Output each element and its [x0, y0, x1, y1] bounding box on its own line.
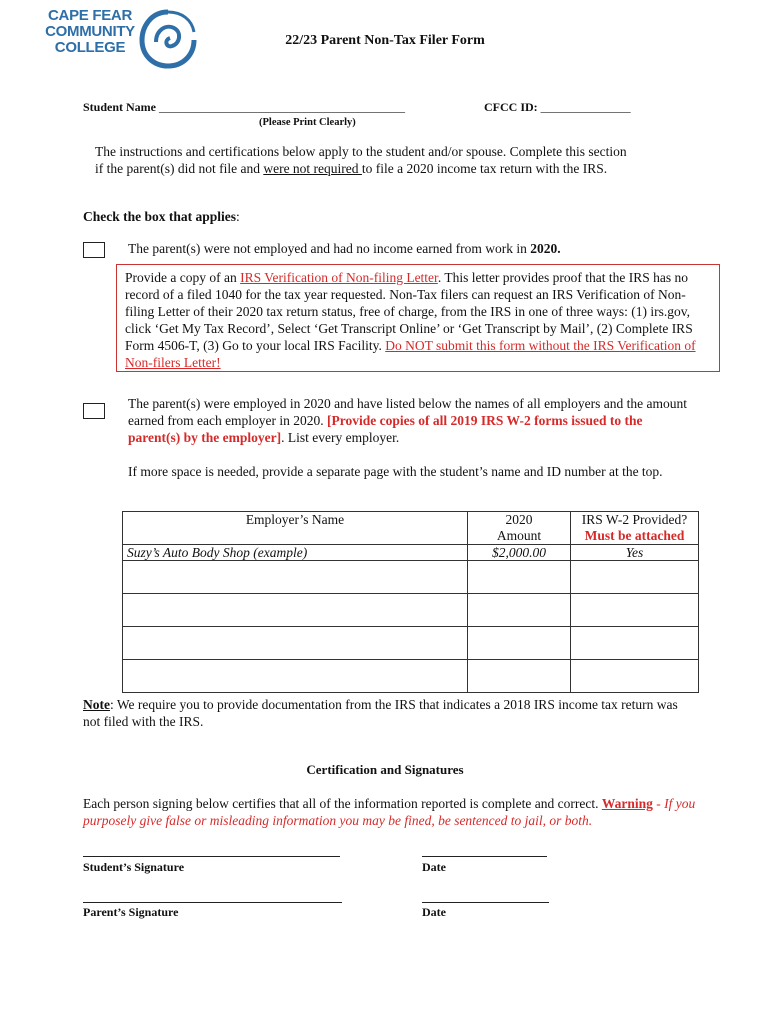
redbox-warning: Do NOT submit this form without the IRS Verification of Non-filers Letter! [125, 338, 696, 370]
option-not-employed-label [128, 240, 561, 257]
option2-tail: . List every employer. [281, 430, 400, 445]
student-name-field[interactable]: _________________________________________ [159, 100, 406, 114]
certification-paragraph [83, 795, 698, 829]
more-space-note: If more space is needed, provide a separate page with the student’s name and ID number at the top. [128, 464, 663, 479]
w2-cell[interactable] [571, 594, 699, 627]
employer-table [122, 511, 699, 693]
example-employer: Suzy’s Auto Body Shop (example) [123, 545, 468, 561]
w2-cell[interactable] [571, 561, 699, 594]
option1-text: The parent(s) were not employed and had no income earned from work in [128, 241, 531, 256]
example-amount: $2,000.00 [468, 545, 571, 561]
note-paragraph [83, 696, 693, 730]
cert-text: Each person signing below certifies that all of the information reported is complete and correct. [83, 796, 602, 811]
header-amount [468, 512, 571, 545]
table-row-example [123, 545, 699, 561]
cfcc-id-label: CFCC ID: [484, 100, 538, 114]
option2-text: The parent(s) were employed in 2020 and have listed below the names of all employers and the amount earned from each employer in 2020. [128, 396, 687, 428]
header-w2-must-attach: Must be attached [584, 528, 685, 543]
table-row [123, 594, 699, 627]
option-employed-checkbox[interactable] [83, 403, 105, 419]
print-clearly-note: (Please Print Clearly) [259, 117, 356, 128]
irs-verification-link[interactable]: IRS Verification of Non-filing Letter [240, 270, 438, 285]
option-not-employed-checkbox[interactable] [83, 242, 105, 258]
option2-red-note: [Provide copies of all 2019 IRS W-2 forms issued to the parent(s) by the employer] [128, 413, 643, 445]
parent-date-line[interactable] [422, 902, 549, 903]
note-label: Note [83, 697, 110, 712]
table-row [123, 627, 699, 660]
irs-letter-instructions-box [116, 264, 720, 372]
parent-signature-label: Parent’s Signature [83, 905, 179, 919]
student-date-line[interactable] [422, 856, 547, 857]
warning-dash: - [652, 796, 661, 811]
logo-line-1: CAPE FEAR [48, 7, 132, 24]
amount-cell[interactable] [468, 594, 571, 627]
option1-year: 2020. [530, 241, 561, 256]
header-employer-name: Employer’s Name [123, 512, 468, 545]
student-name-row [83, 100, 405, 115]
check-heading-colon: : [236, 209, 240, 224]
amount-cell[interactable] [468, 627, 571, 660]
amount-cell[interactable] [468, 660, 571, 693]
warning-text: If you purposely give false or misleading information you may be fined, be sentenced to jail, or both. [83, 796, 696, 828]
header-w2-question: IRS W-2 Provided? [581, 512, 688, 527]
instructions-text-2: to file a 2020 income tax return with the IRS. [361, 161, 608, 176]
instructions-underlined: were not required [263, 161, 362, 176]
header-w2-provided [571, 512, 699, 545]
table-row [123, 660, 699, 693]
header-amount-label: Amount [496, 528, 542, 543]
employer-name-cell[interactable] [123, 627, 468, 660]
cfcc-id-field[interactable]: _______________ [540, 100, 631, 114]
w2-cell[interactable] [571, 660, 699, 693]
parent-signature-line[interactable] [83, 902, 342, 903]
cfcc-id-row [484, 100, 631, 115]
option-employed-label [128, 395, 698, 446]
logo-line-2: COMMUNITY [45, 23, 135, 40]
parent-date-label: Date [422, 905, 446, 919]
certification-heading: Certification and Signatures [306, 762, 464, 777]
instructions-text-1: The instructions and certifications below apply to the student and/or spouse. Complete this section if the parent(s) did not file and [95, 144, 627, 176]
w2-cell[interactable] [571, 627, 699, 660]
table-row [123, 561, 699, 594]
student-name-label: Student Name [83, 100, 157, 114]
redbox-pre: Provide a copy of an [125, 270, 241, 285]
logo-line-3: COLLEGE [54, 39, 126, 56]
student-signature-label: Student’s Signature [83, 860, 185, 874]
check-heading-text: Check the box that applies [83, 209, 237, 224]
warning-label: Warning [601, 796, 653, 811]
check-heading [83, 208, 240, 225]
employer-name-cell[interactable] [123, 594, 468, 627]
table-header-row [123, 512, 699, 545]
student-date-label: Date [422, 860, 446, 874]
form-title: 22/23 Parent Non-Tax Filer Form [285, 33, 485, 48]
student-signature-line[interactable] [83, 856, 340, 857]
header-amount-year: 2020 [505, 512, 533, 527]
example-w2: Yes [571, 545, 699, 561]
employer-name-cell[interactable] [123, 660, 468, 693]
amount-cell[interactable] [468, 561, 571, 594]
note-text: : We require you to provide documentation from the IRS that indicates a 2018 IRS income tax return was not filed with the IRS. [83, 697, 678, 729]
redbox-body: . This letter provides proof that the IRS has no record of a filed 1040 for the tax year requested. Non-Tax filers can request an IRS Verification of Non-filing Letter of their 2020 tax return status, free of charge, from the IRS in one of three ways: (1) irs.gov, click ‘Get My Tax Record’, Select ‘Get Transcript Online’ or ‘Get Transcript by Mail’, (2) Complete IRS Form 4506-T, (3) Go to your local IRS Facility. [125, 270, 693, 353]
employer-name-cell[interactable] [123, 561, 468, 594]
instructions-paragraph [95, 143, 635, 177]
